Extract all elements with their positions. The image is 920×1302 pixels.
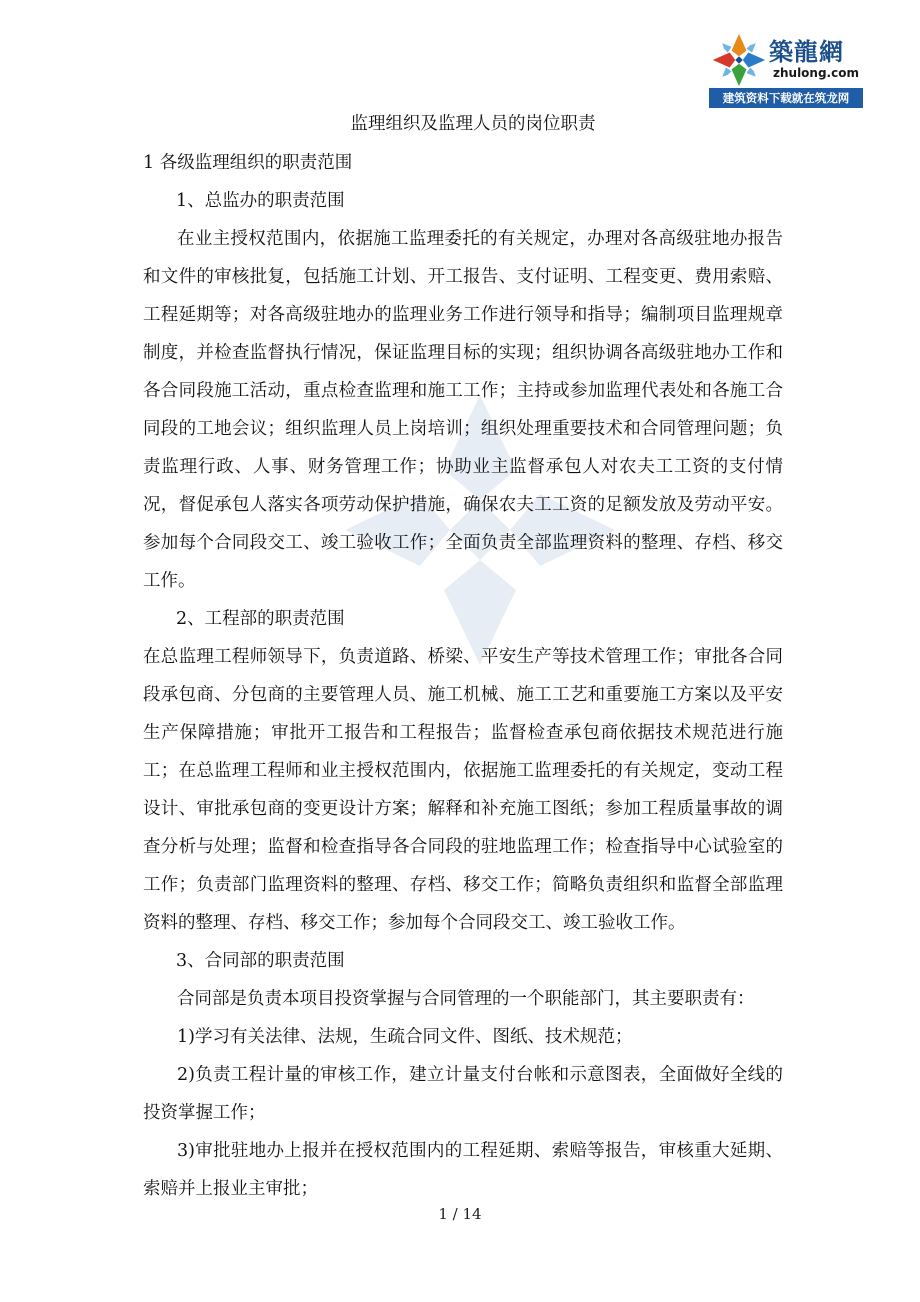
zhulong-logo-icon <box>711 32 767 88</box>
list-item: 3)审批驻地办上报并在授权范围内的工程延期、索赔等报告，审核重大延期、索赔并上报业主审批； <box>143 1141 783 1199</box>
list-item: 1)学习有关法律、法规，生疏合同文件、图纸、技术规范； <box>177 1027 633 1047</box>
paragraph: 合同部是负责本项目投资掌握与合同管理的一个职能部门，其主要职责有： <box>177 989 755 1009</box>
logo-brand-english: zhulong.com <box>773 66 859 80</box>
zhulong-logo <box>707 28 865 108</box>
document-body <box>143 104 783 1208</box>
section-heading: 1 各级监理组织的职责范围 <box>143 153 353 173</box>
paragraph: 在总监理工程师领导下，负责道路、桥梁、平安生产等技术管理工作；审批各合同段承包商、分包商的主要管理人员、施工机械、施工工艺和重要施工方案以及平安生产保障措施；审批开工报告和工程报告；监督检查承包商依据技术规范进行施工；在总监理工程师和业主授权范围内，依据施工监理委托的有关规定，变动工程设计、审批承包商的变更设计方案；解释和补充施工图纸；参加工程质量事故的调查分析与处理；监督和检查指导各合同段的驻地监理工作；检查指导中心试验室的工作；负责部门监理资料的整理、存档、移交工作；简略负责组织和监督全部监理资料的整理、存档、移交工作；参加每个合同段交工、竣工验收工作。 <box>143 647 783 933</box>
document-title: 监理组织及监理人员的岗位职责 <box>350 114 596 134</box>
paragraph: 在业主授权范围内，依据施工监理委托的有关规定，办理对各高级驻地办报告和文件的审核批复，包括施工计划、开工报告、支付证明、工程变更、费用索赔、工程延期等；对各高级驻地办的监理业务工作进行领导和指导；编制项目监理规章制度，并检查监督执行情况，保证监理目标的实现；组织协调各高级驻地办工作和各合同段施工活动，重点检查监理和施工工作；主持或参加监理代表处和各施工合同段的工地会议；组织监理人员上岗培训；组织处理重要技术和合同管理问题；负责监理行政、人事、财务管理工作；协助业主监督承包人对农夫工工资的支付情况，督促承包人落实各项劳动保护措施，确保农夫工工资的足额发放及劳动平安。参加每个合同段交工、竣工验收工作；全面负责全部监理资料的整理、存档、移交工作。 <box>143 229 783 591</box>
logo-brand-chinese: 築龍網 <box>769 38 844 66</box>
subsection-heading: 2、工程部的职责范围 <box>176 609 345 629</box>
list-item: 2)负责工程计量的审核工作，建立计量支付台帐和示意图表，全面做好全线的投资掌握工作； <box>143 1065 783 1123</box>
page-indicator: 1 / 14 <box>438 1205 482 1223</box>
logo-slogan: 建筑资料下载就在筑龙网 <box>709 88 863 108</box>
subsection-heading: 1、总监办的职责范围 <box>176 191 345 211</box>
subsection-heading: 3、合同部的职责范围 <box>176 951 345 971</box>
